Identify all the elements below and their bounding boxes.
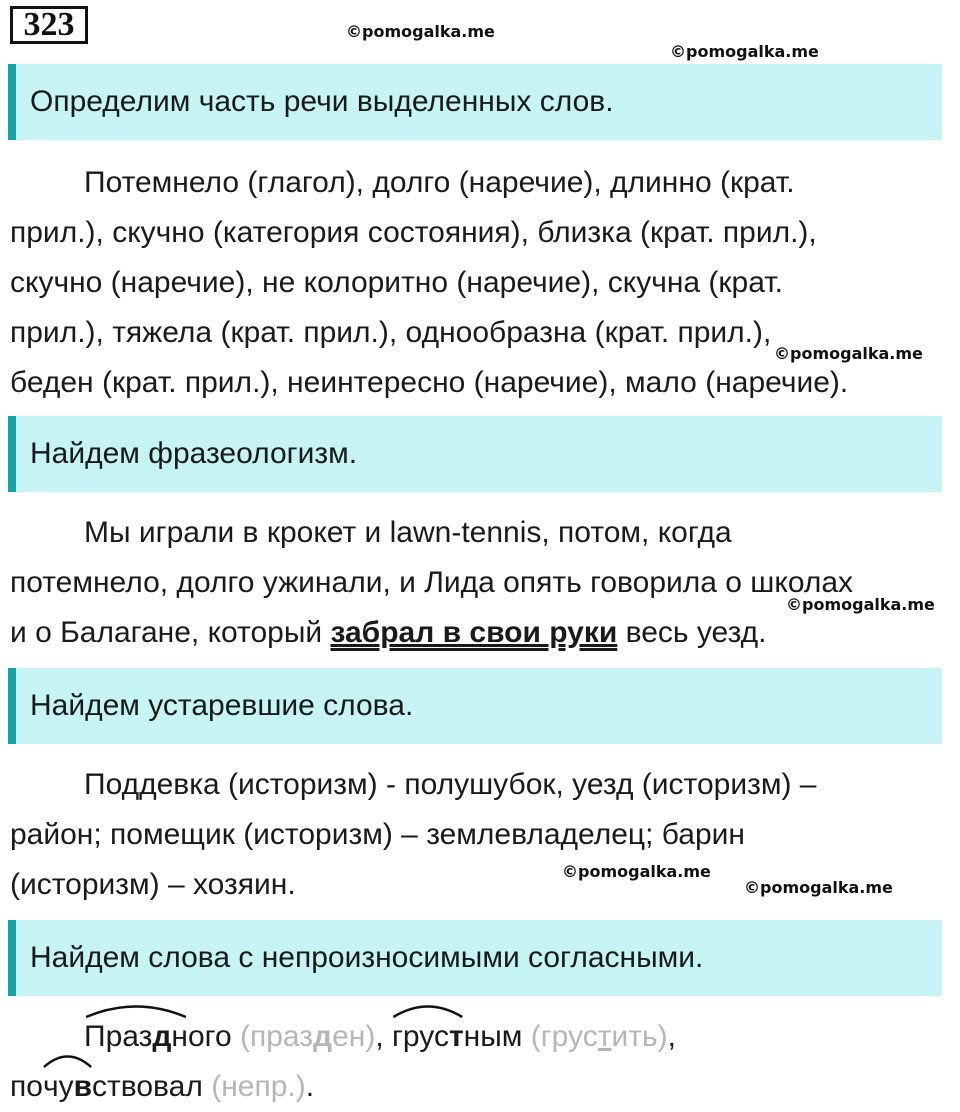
- silent-letter: д: [152, 1020, 172, 1053]
- watermark: ©pomogalka.me: [562, 862, 711, 881]
- root-arc: [43, 1052, 92, 1068]
- section-heading: [8, 416, 942, 492]
- word-prefix: по: [10, 1070, 43, 1103]
- text-line: прил.), скучно (категория состояния), близка (крат. прил.),: [10, 216, 817, 249]
- text-line: Потемнело (глагол), долго (наречие), длинно (крат.: [84, 166, 795, 199]
- word-rest: ствовал: [92, 1070, 203, 1103]
- silent-letter: т: [448, 1020, 464, 1053]
- text-line: [10, 1012, 950, 1062]
- watermark: ©pomogalka.me: [670, 42, 819, 61]
- word-root: Праздн: [84, 1012, 188, 1062]
- silent-consonants-text: [10, 1012, 950, 1112]
- text-fragment: и о Балагане, который: [10, 616, 331, 649]
- check-note: (непр.): [211, 1070, 306, 1103]
- watermark: ©pomogalka.me: [774, 344, 923, 363]
- phraseologism-text: [10, 508, 950, 658]
- section-heading: [8, 64, 942, 140]
- phraseologism: забрал в свои руки: [330, 616, 618, 649]
- text-line: прил.), тяжела (крат. прил.), однообразна (крат. прил.),: [10, 316, 772, 349]
- separator: .: [305, 1070, 315, 1103]
- section-heading: [8, 668, 942, 744]
- text-line: Поддевка (историзм) - полушубок, уезд (историзм) –: [84, 768, 817, 801]
- text-line: потемнело, долго ужинали, и Лида опять говорила о школах: [10, 566, 854, 599]
- heading-text: Определим часть речи выделенных слов.: [30, 85, 614, 118]
- separator: ,: [667, 1020, 676, 1053]
- section-heading: [8, 920, 942, 996]
- separator: ,: [375, 1020, 392, 1053]
- word-ending: ого: [187, 1020, 232, 1053]
- text-line: беден (крат. прил.), неинтересно (наречие), мало (наречие).: [10, 366, 849, 399]
- watermark: ©pomogalka.me: [346, 22, 495, 41]
- text-line: район; помещик (историзм) – землевладелец; барин: [10, 818, 745, 851]
- watermark: ©pomogalka.me: [786, 595, 935, 614]
- word-ending: ным: [463, 1020, 523, 1053]
- heading-text: Найдем устаревшие слова.: [30, 689, 414, 722]
- text-fragment: весь уезд.: [617, 616, 767, 649]
- text-line: [10, 1062, 950, 1112]
- root-arc: [392, 1002, 464, 1018]
- text-line: скучно (наречие), не колоритно (наречие), скучна (крат.: [10, 266, 783, 299]
- word-root: груст: [392, 1012, 464, 1062]
- root-arc: [84, 1002, 188, 1018]
- task-number: 323: [10, 6, 88, 44]
- watermark: ©pomogalka.me: [744, 878, 893, 897]
- text-line: (историзм) – хозяин.: [10, 868, 296, 901]
- check-word: (празден): [239, 1020, 376, 1053]
- check-letter: д: [313, 1020, 333, 1053]
- check-word: (грустить): [530, 1020, 668, 1053]
- silent-letter: в: [73, 1070, 93, 1103]
- check-letter: т: [597, 1020, 612, 1053]
- text-line: [10, 608, 950, 658]
- word-root: чув: [43, 1062, 92, 1112]
- parts-of-speech-text: [10, 158, 950, 408]
- heading-text: Найдем фразеологизм.: [30, 437, 358, 470]
- text-line: Мы играли в крокет и lawn-tennis, потом, когда: [84, 516, 732, 549]
- archaic-words-text: [10, 760, 950, 910]
- heading-text: Найдем слова с непроизносимыми согласными.: [30, 941, 704, 974]
